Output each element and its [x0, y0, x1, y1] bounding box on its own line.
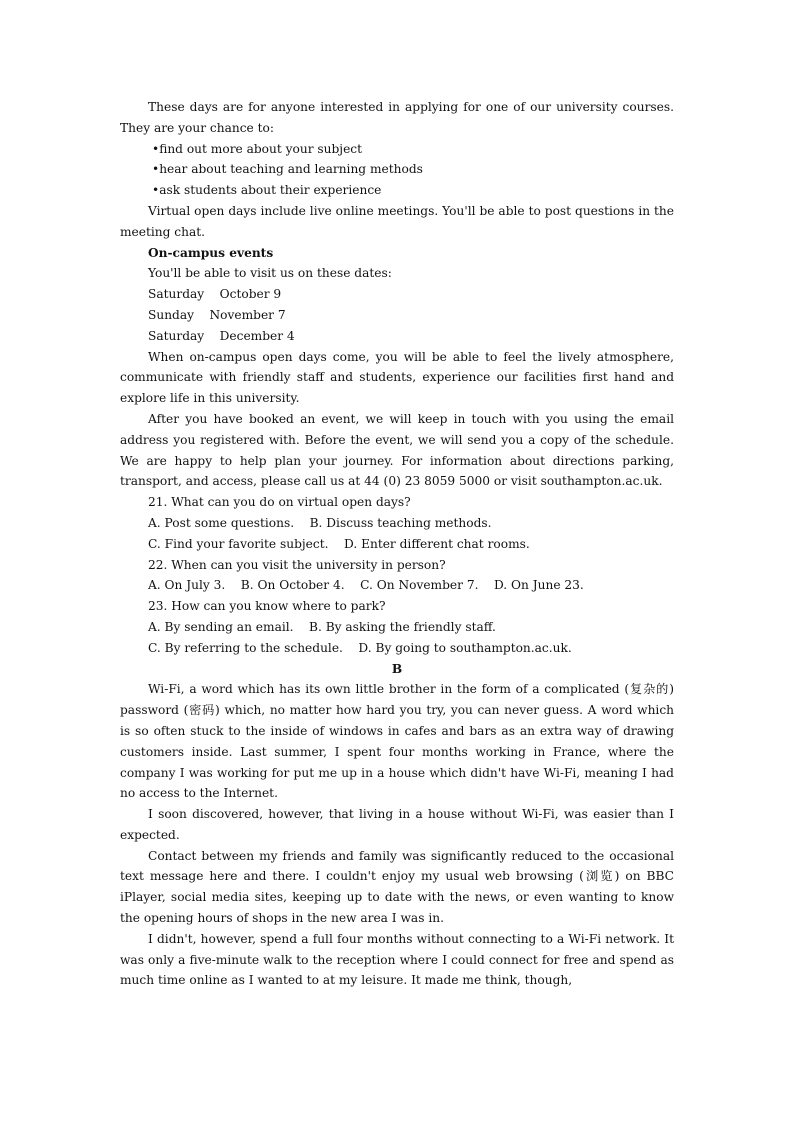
virtual-paragraph: Virtual open days include live online meetings. You'll be able to post questions in the meeting chat. — [120, 203, 674, 239]
question-options: A. On July 3. B. On October 4. C. On November 7. D. On June 23. — [148, 578, 584, 593]
wifi-paragraph: Contact between my friends and family was significantly reduced to the occasional text message here and there. I couldn't enjoy my usual web browsing (浏览) on BBC iPlayer, social media sites, keeping up to date with the news, or even wanting to know the opening hours of shops in the new area I was in. — [120, 848, 674, 926]
question-stem: 21. What can you do on virtual open days? — [148, 495, 411, 510]
date-line: Saturday December 4 — [148, 328, 295, 343]
bullet-item: •find out more about your subject — [152, 141, 363, 156]
question-stem: 22. When can you visit the university in person? — [148, 557, 446, 572]
question-options: A. By sending an email. B. By asking the friendly staff. — [148, 619, 496, 634]
date-line: Saturday October 9 — [148, 287, 282, 302]
intro-paragraph: These days are for anyone interested in applying for one of our university courses. They are your chance to: — [120, 100, 674, 135]
section-b-label: B — [391, 661, 403, 676]
wifi-paragraph: I soon discovered, however, that living in a house without Wi-Fi, was easier than I expected. — [120, 807, 674, 842]
question-options: A. Post some questions. B. Discuss teaching methods. — [148, 515, 492, 530]
question-stem: 23. How can you know where to park? — [148, 599, 386, 614]
date-line: Sunday November 7 — [148, 307, 286, 322]
booking-paragraph: After you have booked an event, we will keep in touch with you using the email address you registered with. Before the event, we will send you a copy of the schedule. We are happy to help plan your journey. For information about directions parking, transport, and access, please call us at 44 (0) 23 8059 5000 or visit southampton.ac.uk. — [120, 411, 674, 489]
wifi-paragraph: I didn't, however, spend a full four months without connecting to a Wi-Fi network. It was only a five-minute walk to the reception where I could connect for free and spend as much time online as I wanted to at my leisure. It made me think, though, — [120, 931, 674, 988]
campus-paragraph: When on-campus open days come, you will be able to feel the lively atmosphere, communicate with friendly staff and students, experience our facilities first hand and explore life in this university. — [120, 349, 674, 406]
document-page — [120, 97, 674, 991]
dates-intro: You'll be able to visit us on these dates: — [148, 266, 392, 281]
wifi-paragraph: Wi-Fi, a word which has its own little brother in the form of a complicated (复杂的) password (密码) which, no matter how hard you try, you can never guess. A word which is so often stuck to the inside of windows in cafes and bars as an extra way of drawing customers inside. Last summer, I spent four months working in France, where the company I was working for put me up in a house which didn't have Wi-Fi, meaning I had no access to the Internet. — [120, 682, 674, 801]
on-campus-heading: On-campus events — [148, 245, 274, 260]
question-options: C. By referring to the schedule. D. By going to southampton.ac.uk. — [148, 640, 572, 655]
question-options: C. Find your favorite subject. D. Enter different chat rooms. — [148, 536, 530, 551]
bullet-item: •ask students about their experience — [152, 183, 382, 198]
bullet-item: •hear about teaching and learning methods — [152, 162, 423, 177]
